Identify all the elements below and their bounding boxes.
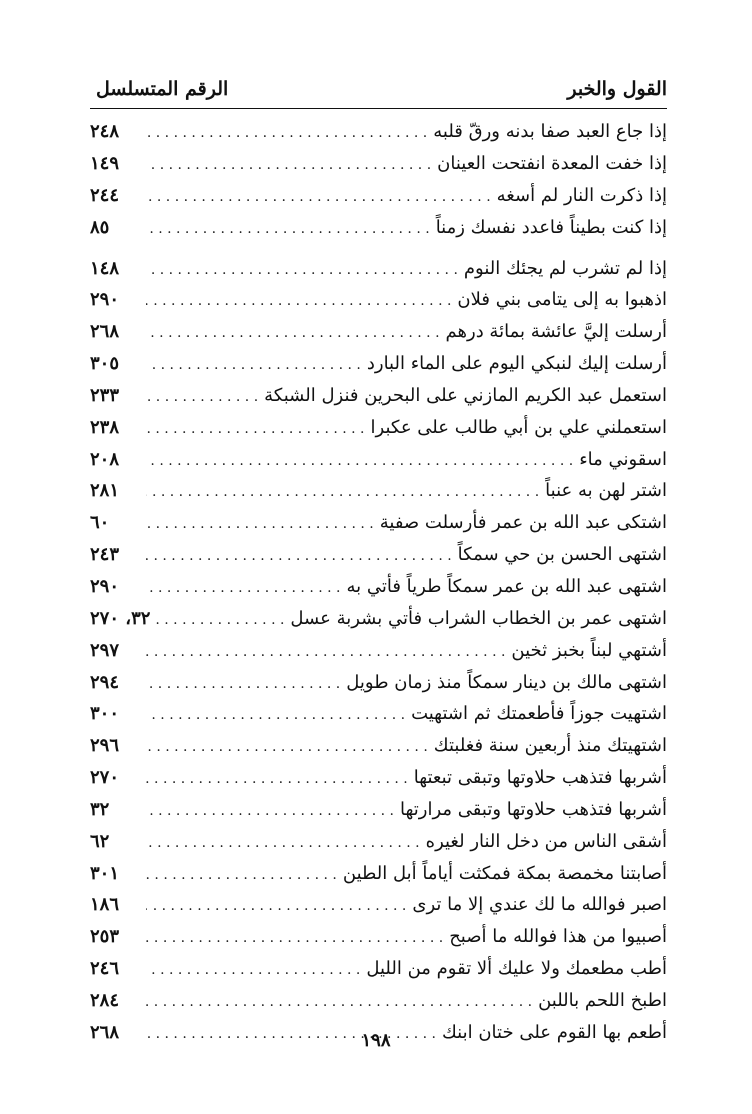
index-entry (90, 672, 667, 704)
entry-text: إذا كنت بطيناً فاعدد نفسك زمناً (435, 216, 667, 238)
entry-text: أرسلت إليَّ عائشة بمائة درهم (445, 321, 667, 343)
index-entry (90, 863, 667, 895)
entry-text: استعمل عبد الكريم المازني على البحرين فنزل الشبكة (264, 384, 667, 406)
entry-text: اشتر لهن به عنباً (545, 480, 667, 502)
dot-leader (146, 262, 458, 278)
entry-text: إذا لم تشرب لم يجئك النوم (463, 257, 667, 279)
dot-leader (146, 994, 532, 1010)
page-number: ١٩٨ (361, 1030, 391, 1051)
entry-serial-number: ٢٩٦ (90, 735, 120, 757)
index-entry (90, 449, 667, 481)
index-entries-list (90, 121, 667, 1054)
entry-serial-number: ٢٤٦ (90, 958, 120, 980)
entry-serial-number: ٣٢ (90, 798, 110, 820)
entry-text: أشربها فتذهب حلاوتها وتبقى مرارتها (400, 798, 667, 820)
entry-text: اشتهى مالك بن دينار سمكاً منذ زمان طويل (346, 671, 667, 693)
entry-serial-number: ٣٠١ (90, 862, 120, 884)
index-entry (90, 121, 667, 153)
entry-serial-number: ٣٠٠ (90, 703, 120, 725)
index-entry (90, 289, 667, 321)
entry-text: أشقى الناس من دخل النار لغيره (425, 830, 667, 852)
index-entry (90, 217, 667, 258)
entry-text: إذا خفت المعدة انفتحت العينان (437, 152, 667, 174)
dot-leader (146, 389, 258, 405)
index-entry (90, 767, 667, 799)
entry-text: اشتهيتك منذ أربعين سنة فغلبتك (433, 735, 667, 757)
entry-serial-number: ٢٨١ (90, 480, 120, 502)
dot-leader (146, 867, 337, 883)
entry-serial-number: ٢٤٣ (90, 544, 120, 566)
entry-serial-number: ٢٣٨ (90, 416, 120, 438)
dot-leader (146, 516, 374, 532)
entry-text: اصبر فوالله ما لك عندي إلا ما ترى (412, 894, 667, 916)
header-title-serial-number: الرقم المتسلسل (96, 78, 229, 100)
entry-serial-number: ٢٩٤ (90, 671, 120, 693)
entry-text: أشتهي لبناً بخبز ثخين (511, 639, 667, 661)
entry-serial-number: ٢٨٤ (90, 989, 120, 1011)
entry-serial-number: ٢٤٤ (90, 184, 120, 206)
entry-serial-number: ٨٥ (90, 216, 110, 238)
entry-serial-number: ٢٠٨ (90, 448, 120, 470)
entry-serial-number: ٢٧٠ (90, 767, 120, 789)
index-entry (90, 926, 667, 958)
entry-serial-number: ٢٤٨ (90, 121, 120, 142)
dot-leader (146, 484, 539, 500)
entry-text: اشتهى عبد الله بن عمر سمكاً طرياً فأتي به (346, 575, 667, 597)
dot-leader (150, 612, 284, 628)
index-entry (90, 185, 667, 217)
dot-leader (146, 293, 451, 309)
index-entry (90, 576, 667, 608)
dot-leader (146, 803, 394, 819)
entry-serial-number: ١٤٨ (90, 257, 120, 279)
index-entry (90, 608, 667, 640)
entry-text: أصابتنا مخمصة بمكة فمكثت أياماً أبل الطين (342, 862, 667, 884)
header-title-saying: القول والخبر (567, 78, 667, 100)
entry-text: أطعم بها القوم على ختان ابنك (442, 1021, 667, 1043)
index-entry (90, 894, 667, 926)
dot-leader (146, 835, 420, 851)
index-entry (90, 958, 667, 990)
entry-serial-number: ٣٠٥ (90, 353, 120, 375)
entry-serial-number: ١٤٩ (90, 152, 120, 174)
entry-serial-number: ٦٢ (90, 830, 110, 852)
entry-text: أرسلت إليك لنبكي اليوم على الماء البارد (366, 353, 667, 375)
index-entry (90, 153, 667, 185)
index-entry (90, 353, 667, 385)
entry-serial-number: ٢٦٨ (90, 321, 120, 343)
index-entry (90, 480, 667, 512)
index-entry (90, 385, 667, 417)
entry-text: اذهبوا به إلى يتامى بني فلان (457, 289, 667, 311)
dot-leader (146, 221, 430, 237)
dot-leader (146, 325, 440, 341)
entry-serial-number: ٢٥٣ (90, 926, 120, 948)
entry-text: اطبخ اللحم باللبن (538, 989, 667, 1011)
entry-serial-number: ٢٩٧ (90, 639, 120, 661)
entry-text: أصبيوا من هذا فوالله ما أصبح (449, 926, 667, 948)
entry-serial-number: ٣٢، ٢٧٠ (90, 607, 151, 629)
index-entry (90, 321, 667, 353)
dot-leader (146, 771, 408, 787)
entry-serial-number: ٦٠ (90, 512, 110, 534)
dot-leader (146, 125, 427, 141)
entry-serial-number: ٢٦٨ (90, 1021, 120, 1043)
dot-leader (146, 453, 573, 469)
dot-leader (146, 930, 443, 946)
dot-leader (146, 548, 452, 564)
dot-leader (146, 644, 505, 660)
entry-text: اسقوني ماء (579, 448, 667, 470)
entry-text: إذا ذكرت النار لم أسغه (496, 184, 667, 206)
entry-text: أشربها فتذهب حلاوتها وتبقى تبعتها (413, 767, 667, 789)
entry-text: اشتهيت جوزاً فأطعمتك ثم اشتهيت (411, 703, 667, 725)
entry-serial-number: ١٨٦ (90, 894, 120, 916)
index-entry (90, 512, 667, 544)
dot-leader (146, 739, 428, 755)
dot-leader (146, 962, 360, 978)
entry-text: استعملني علي بن أبي طالب على عكبرا (370, 416, 667, 438)
entry-text: اشتهى الحسن بن حي سمكاً (457, 544, 667, 566)
dot-leader (146, 676, 340, 692)
entry-serial-number: ٢٩٠ (90, 289, 120, 311)
index-entry (90, 831, 667, 863)
dot-leader (146, 898, 406, 914)
index-entry (90, 544, 667, 576)
dot-leader (146, 707, 405, 723)
entry-text: اشتهى عمر بن الخطاب الشراب فأتي بشربة عسل (290, 607, 667, 629)
index-entry (90, 258, 667, 290)
entry-serial-number: ٢٩٠ (90, 575, 120, 597)
entry-text: أطب مطعمك ولا عليك ألا تقوم من الليل (366, 958, 667, 980)
index-entry (90, 735, 667, 767)
dot-leader (146, 421, 365, 437)
index-entry (90, 703, 667, 735)
index-entry (90, 799, 667, 831)
dot-leader (146, 157, 431, 173)
dot-leader (146, 357, 361, 373)
index-entry (90, 990, 667, 1022)
page-header (90, 78, 667, 109)
entry-text: إذا جاع العبد صفا بدنه ورقّ قلبه (433, 121, 667, 142)
entry-serial-number: ٢٣٣ (90, 384, 120, 406)
entry-text: اشتكى عبد الله بن عمر فأرسلت صفية (379, 512, 667, 534)
index-entry (90, 417, 667, 449)
dot-leader (146, 580, 340, 596)
dot-leader (146, 189, 491, 205)
index-entry (90, 640, 667, 672)
